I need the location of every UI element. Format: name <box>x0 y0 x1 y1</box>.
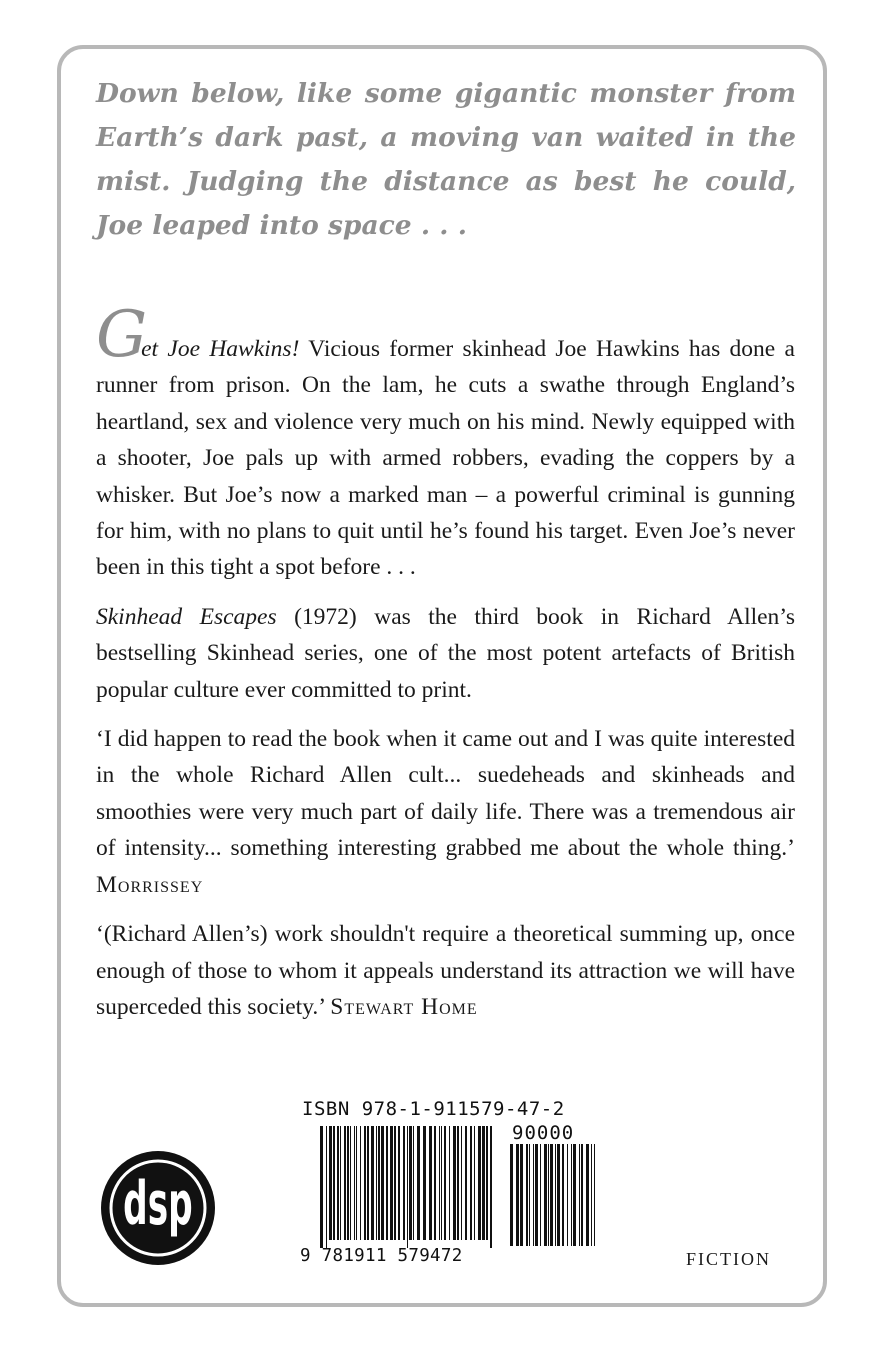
quote-morrissey-text: ‘I did happen to read the book when it came out and I was quite interested in the whole Richard Allen cult... suedeheads and skinheads and smoothies were very much part of daily life. There was a tremendous air of intensity... something interesting grabbed me about the whole thing.’ <box>96 726 795 862</box>
barcode-bar <box>434 1126 436 1240</box>
barcode-bar <box>354 1126 355 1240</box>
barcode-bar <box>333 1126 335 1240</box>
tagline: Down below, like some gigantic monster from Earth’s dark past, a moving van waited in the mist. Judging the distance as best he could, Joe leaped into space . . . <box>96 78 796 241</box>
barcode-bar <box>470 1126 472 1240</box>
barcode-bar <box>453 1126 456 1240</box>
barcode-bar <box>540 1144 541 1246</box>
barcode-bar <box>371 1126 374 1240</box>
barcode-bar <box>482 1126 485 1240</box>
quote-stewart-home <box>96 916 795 1025</box>
barcode-bar <box>465 1126 467 1240</box>
barcode-bar <box>364 1126 366 1240</box>
blurb-paragraph-2-text: (1972) was the third book in Richard Allen’s bestselling Skinhead series, one of the most potent artefacts of British popular culture ever committed to print. <box>96 603 795 703</box>
barcode-bar <box>461 1126 462 1240</box>
blurb-paragraph-1-text: Vicious former skinhead Joe Hawkins has done a runner from prison. On the lam, he cuts a swathe through England’s heartland, sex and violence very much on his mind. Newly equipped with a shooter, Joe pals up with armed robbers, evading the coppers by a whisker. But Joe’s now a marked man – a powerful criminal is gunning for him, with no plans to quit until he’s found his target. Even Joe’s never been in this tight a spot before . . . <box>96 336 795 581</box>
barcode-bar <box>347 1126 349 1240</box>
barcode-bar <box>557 1144 560 1246</box>
barcode-bar <box>573 1144 576 1246</box>
quote-morrissey <box>96 721 795 903</box>
drop-cap: G <box>96 298 148 372</box>
barcode-bar <box>457 1126 459 1240</box>
barcode-bar <box>394 1126 396 1240</box>
barcode-bar <box>356 1126 357 1240</box>
barcode-bar <box>409 1126 412 1240</box>
quote-morrissey-author: Morrissey <box>96 871 204 898</box>
blurb-paragraph-1 <box>96 285 795 586</box>
barcode-bar <box>516 1144 519 1246</box>
barcode-bar <box>390 1126 393 1240</box>
barcode-bar <box>486 1126 488 1240</box>
barcode-bar <box>344 1126 346 1240</box>
barcode-bar <box>535 1144 538 1246</box>
barcode-bar <box>407 1126 408 1248</box>
barcode-bar <box>444 1126 446 1240</box>
barcode-bar <box>403 1126 405 1240</box>
blurb-title-callout: et Joe Hawkins! <box>141 336 300 362</box>
isbn-label: ISBN 978-1-911579-47-2 <box>302 1098 565 1120</box>
barcode-bar <box>571 1144 572 1246</box>
barcode-bar <box>586 1144 589 1246</box>
barcode-bar <box>533 1144 534 1246</box>
barcode-bar <box>367 1126 369 1240</box>
barcode-bar <box>544 1144 547 1246</box>
barcode-bar <box>594 1144 595 1246</box>
barcode-bar <box>413 1126 414 1240</box>
barcode-bar <box>474 1126 475 1240</box>
barcode-bar <box>439 1126 440 1240</box>
barcode-bar <box>591 1144 592 1246</box>
barcode-bar <box>579 1144 580 1246</box>
barcode-bar <box>550 1144 553 1246</box>
barcode-bar <box>340 1126 341 1240</box>
barcode-bar <box>529 1144 530 1246</box>
barcode-bar <box>417 1126 420 1240</box>
quote-stewart-home-text: ‘(Richard Allen’s) work shouldn't require a theoretical summing up, once enough of those to whom it appeals understand its attraction we will have superceded this society.’ <box>96 921 795 1020</box>
barcode-bar <box>555 1144 556 1246</box>
barcode-bar <box>478 1126 481 1240</box>
barcode-addon-digits: 90000 <box>512 1122 575 1144</box>
barcode-bar <box>510 1144 513 1246</box>
barcode-bar <box>320 1126 323 1248</box>
barcode-bar <box>337 1126 339 1240</box>
quote-stewart-home-author: Stewart Home <box>330 993 478 1020</box>
barcode-bar <box>429 1126 432 1240</box>
barcode-bar <box>548 1144 549 1246</box>
barcode-bar <box>526 1144 528 1246</box>
barcode-bar <box>562 1144 564 1246</box>
barcode-ean-digits: 9 781911 579472 <box>300 1246 463 1266</box>
barcode-bar <box>490 1126 492 1248</box>
blurb <box>96 285 795 1038</box>
barcode-bar <box>376 1126 377 1240</box>
barcode-bar <box>329 1126 332 1240</box>
book-title: Skinhead Escapes <box>96 603 277 630</box>
barcode-bar <box>381 1126 384 1240</box>
barcode-bar <box>350 1126 351 1240</box>
dsp-logo-text: dsp <box>123 1170 193 1239</box>
barcode-bar <box>326 1126 327 1248</box>
barcode-bar <box>520 1144 523 1246</box>
barcode-bar <box>449 1126 450 1240</box>
category-label: FICTION <box>686 1249 771 1269</box>
barcode-bar <box>423 1126 426 1240</box>
barcode-bar <box>581 1144 583 1246</box>
barcode-bar <box>567 1144 568 1246</box>
barcode-block <box>300 1098 600 1268</box>
barcode-bar <box>441 1126 442 1240</box>
barcode-bar <box>360 1126 361 1240</box>
barcode-bar <box>378 1126 380 1240</box>
dsp-logo-icon <box>101 1151 215 1265</box>
blurb-paragraph-2 <box>96 599 795 708</box>
barcode-bar <box>398 1126 400 1240</box>
barcode-bar <box>386 1126 388 1240</box>
